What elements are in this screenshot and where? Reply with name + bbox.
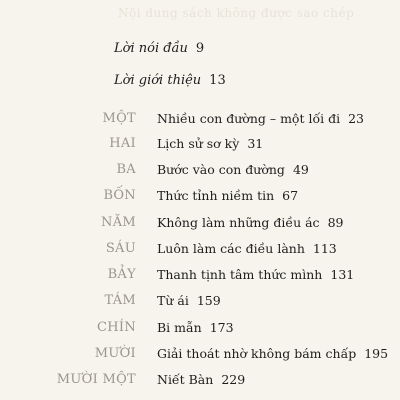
chapter-title: Không làm những điều ác: [157, 215, 320, 230]
toc-chapter-row[interactable]: [0, 293, 400, 315]
chapter-number-label: SÁU: [105, 241, 136, 256]
chapter-page-number: 195: [364, 346, 389, 361]
chapter-number-label: MỘT: [102, 111, 136, 126]
chapter-title: Nhiều con đường – một lối đi: [157, 111, 341, 126]
chapter-page-number: 31: [247, 136, 264, 151]
chapter-number-label: MƯỜI: [94, 346, 136, 361]
chapter-page-number: 49: [292, 162, 309, 177]
chapter-page-number: 131: [330, 267, 355, 282]
toc-entry-title: Lời giới thiệu: [114, 73, 202, 88]
toc-entry-page: 9: [195, 41, 205, 56]
chapter-number-label: HAI: [109, 136, 136, 151]
chapter-page-number: 159: [196, 293, 221, 308]
chapter-number-label: BẢY: [107, 267, 136, 282]
toc-chapter-row[interactable]: [0, 215, 400, 237]
toc-chapter-row[interactable]: [0, 320, 400, 342]
chapter-title: Thức tỉnh niềm tin: [157, 188, 275, 203]
chapter-title: Lịch sử sơ kỳ: [157, 136, 240, 151]
chapter-title: Từ ái: [157, 293, 189, 308]
toc-entry-page: 13: [209, 73, 226, 88]
chapter-page-number: 89: [327, 215, 344, 230]
chapter-title: Thanh tịnh tâm thức mình: [157, 267, 323, 282]
toc-chapter-row[interactable]: [0, 372, 400, 394]
chapter-title: Bước vào con đường: [157, 162, 285, 177]
chapter-page-number: 67: [282, 188, 299, 203]
chapter-number-label: BỐN: [103, 188, 136, 203]
chapter-number-label: CHÍN: [97, 320, 136, 335]
toc-chapter-row[interactable]: [0, 111, 400, 133]
toc-entry-title: Lời nói đầu: [114, 41, 188, 56]
chapter-page-number: 113: [312, 241, 337, 256]
toc-entry-preface[interactable]: [114, 41, 204, 56]
chapter-number-label: MƯỜI MỘT: [56, 372, 136, 387]
faint-show-through-text: Nội dung sách không được sao chép: [118, 6, 355, 20]
chapter-title: Bi mẫn: [157, 320, 202, 335]
chapter-page-number: 229: [221, 372, 246, 387]
toc-chapter-row[interactable]: [0, 346, 400, 368]
toc-chapter-row[interactable]: [0, 267, 400, 289]
chapter-number-label: BA: [116, 162, 136, 177]
chapter-page-number: 23: [348, 111, 364, 126]
toc-entry-introduction[interactable]: [114, 73, 226, 88]
chapter-number-label: NĂM: [101, 215, 136, 230]
chapter-title: Giải thoát nhờ không bám chấp: [157, 346, 357, 361]
toc-chapter-row[interactable]: [0, 136, 400, 158]
toc-chapter-row[interactable]: [0, 188, 400, 210]
chapter-title: Luôn làm các điều lành: [157, 241, 305, 256]
toc-chapter-row[interactable]: [0, 241, 400, 263]
chapter-page-number: 173: [209, 320, 234, 335]
toc-chapter-row[interactable]: [0, 162, 400, 184]
chapter-number-label: TÁM: [104, 293, 136, 308]
chapter-title: Niết Bàn: [157, 372, 214, 387]
